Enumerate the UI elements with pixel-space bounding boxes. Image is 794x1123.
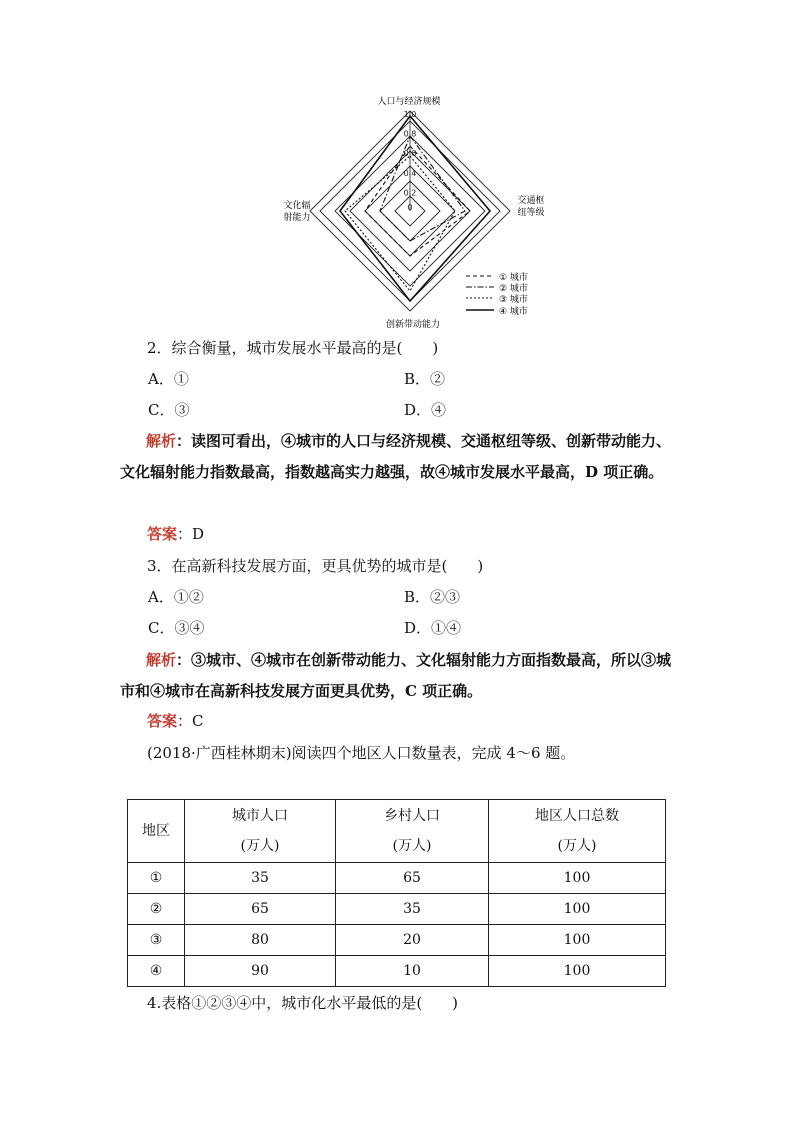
header-rural-line1: 乡村人口 bbox=[384, 808, 440, 824]
radar-scale-label: 0.2 bbox=[403, 188, 417, 198]
question-3-stem: 3．在高新科技发展方面，更具优势的城市是( ) bbox=[147, 557, 484, 575]
table-cell: 65 bbox=[336, 863, 489, 894]
q3-option-a[interactable]: A．①② bbox=[148, 588, 204, 606]
table-cell: 80 bbox=[185, 925, 336, 956]
axis-label-bottom: 创新带动能力 bbox=[385, 320, 441, 330]
table-row bbox=[128, 894, 666, 925]
q3-analysis bbox=[120, 645, 680, 707]
q2-answer bbox=[147, 523, 204, 545]
q3-option-b[interactable]: B．②③ bbox=[404, 588, 461, 606]
axis-label-right-2: 纽等级 bbox=[517, 208, 545, 218]
radar-legend bbox=[466, 271, 528, 317]
q3-option-d[interactable]: D．①④ bbox=[404, 619, 462, 637]
table-cell: 20 bbox=[336, 925, 489, 956]
q2-analysis-text: ：读图可看出，④城市的人口与经济规模、交通枢纽等级、创新带动能力、文化辐射能力指数最高，指数越高实力越强，故④城市发展水平最高，D 项正确。 bbox=[120, 432, 672, 481]
radar-series-1 bbox=[365, 146, 470, 256]
radar-scale-label: 0.8 bbox=[403, 129, 417, 139]
header-rural-line2: (万人) bbox=[392, 838, 432, 854]
table-row bbox=[128, 956, 666, 987]
header-total bbox=[489, 800, 666, 863]
q2-answer-text: ：D bbox=[177, 525, 205, 543]
header-rural bbox=[336, 800, 489, 863]
radar-scale-label: 0.6 bbox=[403, 149, 417, 159]
table-cell: 100 bbox=[489, 956, 666, 987]
q2-option-b[interactable]: B．② bbox=[404, 370, 446, 388]
table-cell: 35 bbox=[185, 863, 336, 894]
table-cell: 65 bbox=[185, 894, 336, 925]
table-cell: ② bbox=[128, 894, 185, 925]
table-cell: 35 bbox=[336, 894, 489, 925]
q3-option-c[interactable]: C．③④ bbox=[148, 619, 205, 637]
q3-analysis-text: ：③城市、④城市在创新带动能力、文化辐射能力方面指数最高，所以③城市和④城市在高新科技发展方面更具优势，C 项正确。 bbox=[120, 651, 672, 700]
header-urban bbox=[185, 800, 336, 863]
radar-scale-label: 0.4 bbox=[403, 168, 417, 178]
table-cell: 100 bbox=[489, 894, 666, 925]
q2-option-c[interactable]: C．③ bbox=[148, 401, 190, 419]
table-cell: ③ bbox=[128, 925, 185, 956]
q3-analysis-label: 解析 bbox=[146, 651, 177, 669]
radar-series bbox=[340, 116, 490, 301]
header-region: 地区 bbox=[128, 800, 185, 863]
table-cell: ④ bbox=[128, 956, 185, 987]
q3-answer-text: ：C bbox=[177, 712, 204, 730]
header-total-line1: 地区人口总数 bbox=[535, 808, 619, 824]
q2-analysis bbox=[120, 426, 680, 488]
q2-answer-label: 答案 bbox=[147, 525, 178, 543]
radar-chart bbox=[268, 92, 558, 332]
q2-option-a[interactable]: A．① bbox=[148, 370, 189, 388]
header-urban-line2: (万人) bbox=[240, 838, 280, 854]
table-cell: 10 bbox=[336, 956, 489, 987]
radar-scale-label: 1.0 bbox=[403, 110, 417, 119]
header-total-line2: (万人) bbox=[557, 838, 597, 854]
table-cell: ① bbox=[128, 863, 185, 894]
legend-label-1: ① 城市 bbox=[499, 273, 528, 283]
legend-label-3: ③ 城市 bbox=[499, 295, 528, 305]
axis-label-left-1: 文化辐 bbox=[283, 201, 311, 211]
axis-label-right-1: 交通枢 bbox=[517, 196, 545, 206]
table-cell: 90 bbox=[185, 956, 336, 987]
q2-option-d[interactable]: D．④ bbox=[404, 401, 447, 419]
legend-label-4: ④ 城市 bbox=[499, 307, 528, 317]
table-row bbox=[128, 863, 666, 894]
axis-label-top: 人口与经济规模 bbox=[377, 97, 441, 107]
q3-answer-label: 答案 bbox=[147, 712, 178, 730]
question-4-stem: 4.表格①②③④中，城市化水平最低的是( ) bbox=[147, 994, 459, 1012]
q3-answer bbox=[147, 710, 204, 732]
legend-label-2: ② 城市 bbox=[499, 284, 528, 294]
axis-label-left-2: 射能力 bbox=[283, 213, 311, 223]
section-intro: (2018·广西桂林期末)阅读四个地区人口数量表，完成 4～6 题。 bbox=[147, 744, 576, 762]
population-table bbox=[127, 799, 666, 987]
radar-scale-label: 0 bbox=[407, 203, 413, 213]
table-header-row bbox=[128, 800, 666, 863]
q2-analysis-label: 解析 bbox=[146, 432, 177, 450]
table-row bbox=[128, 925, 666, 956]
radar-series-2 bbox=[380, 136, 465, 241]
table-cell: 100 bbox=[489, 863, 666, 894]
header-urban-line1: 城市人口 bbox=[232, 808, 288, 824]
table-cell: 100 bbox=[489, 925, 666, 956]
question-2-stem: 2．综合衡量，城市发展水平最高的是( ) bbox=[147, 339, 439, 357]
